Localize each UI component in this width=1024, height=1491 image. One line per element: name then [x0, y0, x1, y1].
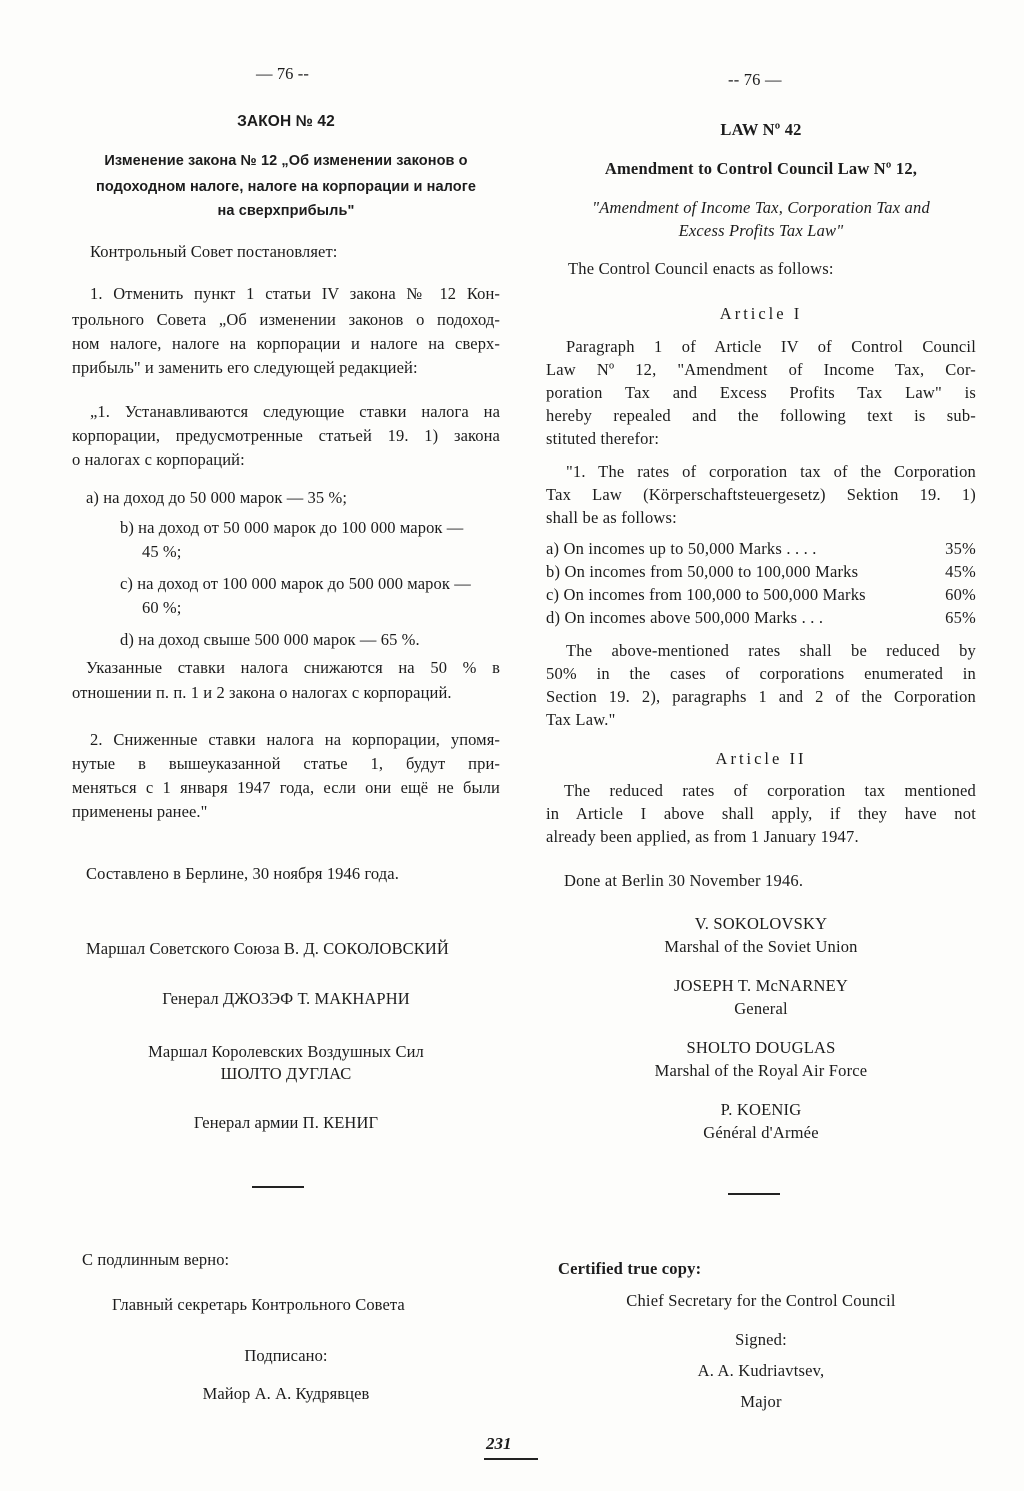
russian-rate-b: b) на доход от 50 000 марок до 100 000 марок — — [120, 518, 464, 537]
footer-page-number: 231 — [486, 1434, 512, 1453]
russian-signer: Майор А. А. Кудрявцев — [202, 1384, 370, 1403]
russian-signature-koenig: Генерал армии П. КЕНИГ — [193, 1113, 379, 1132]
russian-rate-a: a) на доход до 50 000 марок — 35 %; — [86, 488, 348, 507]
english-signature-douglas-title: Marshal of the Royal Air Force — [654, 1061, 868, 1080]
english-separator-rule — [728, 1193, 780, 1195]
english-article1-line: Law Nº 12, "Amendment of Income Tax, Cor- — [546, 360, 976, 379]
russian-preamble: Контрольный Совет постановляет: — [90, 242, 338, 261]
english-preamble: The Control Council enacts as follows: — [568, 259, 834, 278]
english-reduction-line: 50% in the cases of corporations enumerated in — [546, 664, 976, 683]
english-rate-label: d) On incomes above 500,000 Marks . . . — [546, 608, 824, 627]
english-rate-row — [546, 608, 976, 630]
russian-p1-line: ном налоге, налоге на корпорации и налоге на сверх- — [72, 334, 500, 353]
english-article1-heading: Article I — [719, 304, 803, 323]
russian-p2-line: „1. Устанавливаются следующие ставки налога на — [90, 402, 500, 421]
english-reduction-line: Section 19. 2), paragraphs 1 and 2 of the Corporation — [546, 687, 976, 706]
english-signature-koenig-name: P. KOENIG — [720, 1100, 802, 1119]
russian-p3-line: применены ранее." — [72, 802, 208, 821]
russian-p3-line: нутые в вышеуказанной статье 1, будут при- — [72, 754, 500, 773]
english-article2-line: The reduced rates of corporation tax mentioned — [564, 781, 976, 800]
english-article1-line: stituted therefor: — [546, 429, 660, 448]
russian-subtitle-line: на сверхприбыль" — [217, 203, 355, 219]
russian-p1-line: прибыль" и заменить его следующей редакцией: — [72, 358, 418, 377]
english-rate-value: 65% — [945, 608, 976, 627]
english-signed: Signed: — [735, 1330, 787, 1349]
russian-separator-rule — [252, 1186, 304, 1188]
english-rate-value: 45% — [945, 562, 976, 581]
english-article2-heading: Article II — [715, 749, 807, 768]
english-rate-row — [546, 539, 976, 561]
russian-rate-d: d) на доход свыше 500 000 марок — 65 %. — [120, 630, 420, 649]
english-signer: A. A. Kudriavtsev, — [697, 1361, 825, 1380]
english-rate-value: 35% — [945, 539, 976, 558]
english-signature-koenig-title: Général d'Armée — [703, 1123, 819, 1142]
russian-p3-line: меняться с 1 января 1947 года, если они ещё не были — [72, 778, 500, 797]
english-chief-secretary: Chief Secretary for the Control Council — [626, 1291, 896, 1310]
russian-p1-line: трольного Совета „Об изменении законов о подоход- — [72, 310, 500, 329]
russian-signature-douglas-name: ШОЛТО ДУГЛАС — [220, 1064, 352, 1083]
russian-p2-line: корпорации, предусмотренные статьей 19. 1) закона — [72, 426, 500, 445]
english-article2-line: already been applied, as from 1 January 1947. — [546, 827, 859, 846]
english-certified: Certified true copy: — [558, 1259, 702, 1278]
russian-subtitle-line: Изменение закона № 12 „Об изменении законов о — [104, 153, 468, 169]
english-quote-line: "1. The rates of corporation tax of the Corporation — [566, 462, 976, 481]
russian-signature-mcnarney: Генерал ДЖОЗЭФ Т. МАКНАРНИ — [162, 989, 410, 1008]
russian-subtitle-line: подоходном налоге, налоге на корпорации и налоге — [95, 179, 477, 195]
english-reduction-line: The above-mentioned rates shall be reduced by — [566, 641, 976, 660]
english-article2-line: in Article I above shall apply, if they have not — [546, 804, 976, 823]
russian-signature-sokolovsky: Маршал Советского Союза В. Д. СОКОЛОВСКИЙ — [86, 939, 449, 958]
russian-signed: Подписано: — [244, 1346, 328, 1365]
russian-p3-line: 2. Сниженные ставки налога на корпорации, упомя- — [90, 730, 500, 749]
english-rate-label: c) On incomes from 100,000 to 500,000 Marks — [546, 585, 866, 604]
english-signer-rank: Major — [740, 1392, 782, 1411]
english-rate-row — [546, 585, 976, 607]
english-subtitle-italic-line: Excess Profits Tax Law" — [678, 221, 844, 240]
russian-signature-douglas-title: Маршал Королевских Воздушных Сил — [148, 1042, 424, 1061]
english-subtitle-italic-line: "Amendment of Income Tax, Corporation Tax and — [592, 198, 930, 217]
english-signature-sokolovsky-name: V. SOKOLOVSKY — [694, 914, 828, 933]
english-reduction-line: Tax Law." — [546, 710, 616, 729]
russian-rate-b-cont: 45 %; — [142, 542, 182, 561]
english-signature-mcnarney-title: General — [734, 999, 788, 1018]
english-done: Done at Berlin 30 November 1946. — [564, 871, 804, 890]
english-page-number: -- 76 — — [728, 70, 782, 89]
russian-reduction-line: Указанные ставки налога снижаются на 50 % в — [86, 658, 500, 677]
english-rate-label: a) On incomes up to 50,000 Marks . . . . — [546, 539, 817, 558]
english-article1-line: hereby repealed and the following text is sub- — [546, 406, 976, 425]
english-article1-line: Paragraph 1 of Article IV of Control Council — [566, 337, 976, 356]
russian-done: Составлено в Берлине, 30 ноября 1946 года. — [86, 864, 399, 883]
russian-p2-line: о налогах с корпораций: — [72, 450, 245, 469]
russian-certified: С подлинным верно: — [82, 1250, 230, 1269]
english-article1-line: poration Tax and Excess Profits Tax Law" is — [546, 383, 976, 402]
russian-page-number: — 76 -- — [256, 64, 309, 83]
english-rate-value: 60% — [945, 585, 976, 604]
english-signature-mcnarney-name: JOSEPH T. McNARNEY — [674, 976, 848, 995]
russian-reduction-line: отношении п. п. 1 и 2 закона о налогах с корпораций. — [72, 683, 452, 702]
english-quote-line: Tax Law (Körperschaftsteuergesetz) Sektion 19. 1) — [546, 485, 976, 504]
russian-rate-c: c) на доход от 100 000 марок до 500 000 марок — — [120, 574, 471, 593]
english-subtitle: Amendment to Control Council Law Nº 12, — [604, 159, 918, 178]
russian-chief-secretary: Главный секретарь Контрольного Совета — [112, 1295, 405, 1314]
english-signature-douglas-name: SHOLTO DOUGLAS — [686, 1038, 836, 1057]
russian-p1-line: 1. Отменить пункт 1 статьи IV закона № 12 Кон- — [90, 284, 500, 303]
english-rate-label: b) On incomes from 50,000 to 100,000 Marks — [546, 562, 859, 581]
russian-rate-c-cont: 60 %; — [142, 598, 182, 617]
english-rate-row — [546, 562, 976, 584]
footer-page-number-rule — [484, 1458, 538, 1460]
english-quote-line: shall be as follows: — [546, 508, 677, 527]
russian-law-title: ЗАКОН № 42 — [237, 113, 335, 130]
english-signature-sokolovsky-title: Marshal of the Soviet Union — [664, 937, 858, 956]
english-law-title: LAW Nº 42 — [720, 120, 802, 139]
